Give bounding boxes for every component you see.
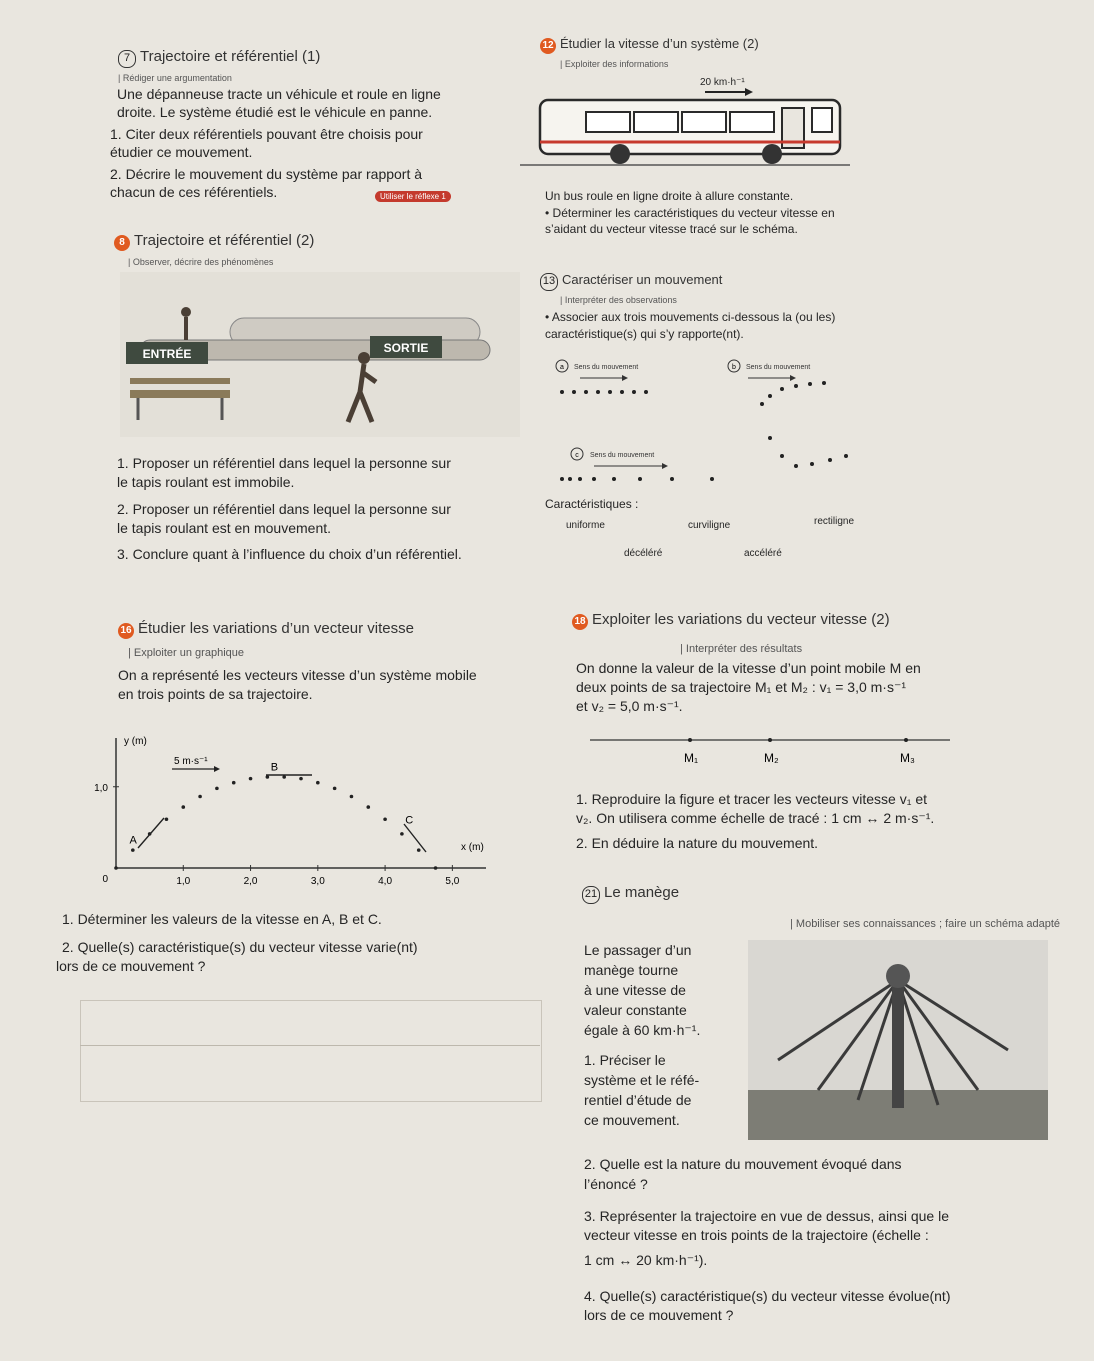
- motion-b-extra-dots: [768, 436, 848, 468]
- ex8-q2-line1: 2. Proposer un référentiel dans lequel la personne sur: [117, 501, 451, 517]
- ex21-line: rentiel d’étude de: [584, 1092, 692, 1108]
- char-decelere: décéléré: [624, 548, 663, 559]
- ex7-number: 7: [118, 50, 136, 68]
- ex13-skill: | Interpréter des observations: [560, 295, 677, 305]
- sign-entry-text: ENTRÉE: [142, 347, 192, 361]
- motion-diagrams: [550, 356, 870, 486]
- ex16-text-1: On a représenté les vecteurs vitesse d’un système mobile: [118, 667, 477, 683]
- ex12-task-1: • Déterminer les caractéristiques du vecteur vitesse en: [545, 206, 835, 220]
- ex21-q4-line2: lors de ce mouvement ?: [584, 1307, 734, 1323]
- scale-arrowhead: [214, 766, 220, 772]
- motion-a-dots: [560, 390, 648, 394]
- motion-c-arrowhead: [662, 463, 668, 469]
- ex7-title-text: Trajectoire et référentiel (1): [140, 48, 321, 65]
- ex16-title: [118, 620, 414, 639]
- y-tick-label: 1,0: [94, 782, 108, 794]
- ex18-q1-line2: v₂. On utilisera comme échelle de tracé : 1 cm ↔ 2 m·s⁻¹.: [576, 810, 935, 826]
- motion-c-dots: [560, 477, 714, 481]
- trajectory-point: [215, 787, 219, 791]
- trajectory-point: [131, 848, 135, 852]
- ex8-skill: | Observer, décrire des phénomènes: [128, 257, 274, 267]
- ex8-q2-line2: le tapis roulant est en mouvement.: [117, 520, 332, 536]
- trajectory-point: [299, 777, 303, 781]
- sign-exit-text: SORTIE: [383, 341, 429, 355]
- ex16-q1: 1. Déterminer les valeurs de la vitesse en A, B et C.: [62, 911, 382, 927]
- ex21-q3-line2: vecteur vitesse en trois points de la trajectoire (échelle :: [584, 1227, 929, 1243]
- ex21-q3-line3: 1 cm ↔ 20 km·h⁻¹).: [584, 1252, 708, 1268]
- ex8-q1-line2: le tapis roulant est immobile.: [117, 474, 295, 490]
- trajectory-point: [333, 787, 337, 791]
- answer-line: [80, 1045, 540, 1046]
- trajectory-point: [366, 805, 370, 809]
- y-axis-label: y (m): [124, 736, 147, 747]
- label-m2: M₂: [764, 751, 779, 765]
- bus-wheel: [762, 144, 782, 164]
- x-tick-label: 4,0: [378, 876, 393, 887]
- carousel-mast: [892, 968, 904, 1108]
- ex18-text-1: On donne la valeur de la vitesse d’un point mobile M en: [576, 660, 921, 676]
- ex16-q2-line2: lors de ce mouvement ?: [56, 958, 206, 974]
- ex21-q2-line1: 2. Quelle est la nature du mouvement évoqué dans: [584, 1156, 902, 1172]
- characteristics-title: Caractéristiques :: [545, 497, 639, 511]
- ex18-skill: | Interpréter des résultats: [680, 643, 803, 655]
- ex18-q1-line1: 1. Reproduire la figure et tracer les vecteurs vitesse v₁ et: [576, 791, 927, 807]
- ex7-skill: | Rédiger une argumentation: [118, 73, 232, 83]
- motion-a-label: a: [560, 364, 564, 371]
- ex21-q3-line1: 3. Représenter la trajectoire en vue de dessus, ainsi que le: [584, 1208, 949, 1224]
- point-m1: [688, 738, 692, 742]
- ex21-line: 1. Préciser le: [584, 1052, 666, 1068]
- ex12-caption: Un bus roule en ligne droite à allure constante.: [545, 189, 794, 203]
- point-label-b: B: [270, 761, 279, 774]
- vector-at-C: [404, 824, 426, 852]
- walking-person-head: [358, 352, 370, 364]
- bus-wheel: [610, 144, 630, 164]
- ex7-text-1: Une dépanneuse tracte un véhicule et roule en ligne: [117, 86, 441, 102]
- trajectory-point: [249, 777, 253, 781]
- bus-speed-label: 20 km·h⁻¹: [700, 77, 745, 88]
- motion-a-caption: Sens du mouvement: [574, 364, 639, 371]
- bus-window: [730, 112, 774, 132]
- ex18-number: 18: [572, 614, 588, 630]
- ex16-number: 16: [118, 623, 134, 639]
- ex21-title: [582, 884, 679, 904]
- person-on-walkway-head: [181, 307, 191, 317]
- trajectory-line-figure: [590, 736, 950, 776]
- ex18-text-3: et v₂ = 5,0 m·s⁻¹.: [576, 698, 683, 714]
- ex13-title: [540, 272, 722, 291]
- ex18-text-2: deux points de sa trajectoire M₁ et M₂ : v₁ = 3,0 m·s⁻¹: [576, 679, 907, 695]
- trajectory-point: [165, 817, 169, 821]
- ex16-skill: | Exploiter un graphique: [128, 647, 244, 659]
- ex8-title: [114, 232, 314, 251]
- x-tick-label: 1,0: [176, 876, 191, 887]
- bus-window: [586, 112, 630, 132]
- ex21-line: valeur constante: [584, 1002, 687, 1018]
- bus-illustration: [520, 86, 850, 172]
- ex21-line: manège tourne: [584, 962, 679, 978]
- ex21-skill: | Mobiliser ses connaissances ; faire un schéma adapté: [790, 918, 1061, 930]
- motion-b-arrowhead: [790, 375, 796, 381]
- point-m2: [768, 738, 772, 742]
- ex21-q2-line2: l’énoncé ?: [584, 1176, 648, 1192]
- point-label-c: C: [405, 814, 414, 827]
- trajectory-point: [383, 817, 387, 821]
- label-m3: M₃: [900, 751, 915, 765]
- ex16-q2-line1: 2. Quelle(s) caractéristique(s) du vecteur vitesse varie(nt): [62, 939, 418, 955]
- motion-c-caption: Sens du mouvement: [590, 452, 655, 459]
- ex8-q1-line1: 1. Proposer un référentiel dans lequel la personne sur: [117, 455, 451, 471]
- trajectory-point: [434, 866, 438, 870]
- bus-velocity-arrowhead: [745, 88, 753, 96]
- motion-b-dots: [760, 381, 826, 406]
- ex7-q2-line2: chacun de ces référentiels.: [110, 184, 278, 200]
- motion-b-caption: Sens du mouvement: [746, 364, 811, 371]
- carousel-hub: [886, 964, 910, 988]
- ex7-title: [118, 48, 320, 68]
- bench-back: [130, 378, 230, 384]
- motion-b-label: b: [732, 364, 736, 371]
- ex21-line: système et le réfé-: [584, 1072, 700, 1088]
- point-label-a: A: [129, 834, 137, 847]
- trajectory-point: [282, 775, 286, 779]
- trajectory-point: [232, 781, 236, 785]
- ex13-task-2: caractéristique(s) qui s’y rapporte(nt).: [545, 327, 744, 341]
- bus-window-front: [812, 108, 832, 132]
- bench-seat: [130, 390, 230, 398]
- point-m3: [904, 738, 908, 742]
- trajectory-point: [316, 781, 320, 785]
- ex7-q1-line2: étudier ce mouvement.: [110, 144, 253, 160]
- ex18-title: [572, 611, 890, 630]
- ex21-line: égale à 60 km·h⁻¹.: [584, 1022, 701, 1038]
- x-tick-label: 3,0: [310, 876, 325, 887]
- ex7-q1-line1: 1. Citer deux référentiels pouvant être choisis pour: [110, 126, 423, 142]
- trajectory-point: [400, 832, 404, 836]
- char-accelere: accéléré: [744, 548, 782, 559]
- ex12-title-text: Étudier la vitesse d’un système (2): [560, 36, 759, 51]
- bus-window: [682, 112, 726, 132]
- ex21-line: à une vitesse de: [584, 982, 686, 998]
- ex7-q2-line1: 2. Décrire le mouvement du système par rapport à: [110, 166, 423, 182]
- ex18-title-text: Exploiter les variations du vecteur vitesse (2): [592, 611, 890, 628]
- ex21-q4-line1: 4. Quelle(s) caractéristique(s) du vecteur vitesse évolue(nt): [584, 1288, 951, 1304]
- ex8-title-text: Trajectoire et référentiel (2): [134, 232, 315, 249]
- char-rectiligne: rectiligne: [814, 516, 855, 527]
- ex8-number: 8: [114, 235, 130, 251]
- ex18-q2: 2. En déduire la nature du mouvement.: [576, 835, 819, 851]
- ex13-title-text: Caractériser un mouvement: [562, 272, 723, 287]
- motion-c-label: c: [575, 452, 579, 459]
- answer-area: [80, 1000, 542, 1102]
- trajectory-point: [114, 866, 118, 870]
- trajectory-point: [350, 795, 354, 799]
- ex21-title-text: Le manège: [604, 884, 680, 901]
- ex16-title-text: Étudier les variations d’un vecteur vitesse: [138, 620, 414, 637]
- vector-at-A: [138, 818, 164, 848]
- ex12-skill: | Exploiter des informations: [560, 59, 669, 69]
- walkway-illustration: [120, 272, 520, 437]
- ex7-text-2: droite. Le système étudié est le véhicule en panne.: [117, 104, 433, 120]
- ex13-task-1: • Associer aux trois mouvements ci-dessous la (ou les): [545, 310, 836, 324]
- ex12-title: [540, 36, 759, 54]
- ex21-line: Le passager d’un: [584, 942, 692, 958]
- x-tick-label: 5,0: [445, 876, 460, 887]
- trajectory-chart: [86, 728, 506, 898]
- motion-a-arrowhead: [622, 375, 628, 381]
- x-tick-label: 2,0: [243, 876, 258, 887]
- scale-label: 5 m·s⁻¹: [174, 756, 208, 767]
- trajectory-point: [417, 848, 421, 852]
- ex8-q3: 3. Conclure quant à l’influence du choix d’un référentiel.: [117, 546, 462, 562]
- ex7-reflex-badge: Utiliser le réflexe 1: [375, 191, 451, 202]
- ex13-number: 13: [540, 273, 558, 291]
- y-tick-label: 0: [102, 874, 108, 885]
- x-axis-label: x (m): [461, 842, 484, 853]
- ex12-number: 12: [540, 38, 556, 54]
- label-m1: M₁: [684, 751, 699, 765]
- ex16-text-2: en trois points de sa trajectoire.: [118, 686, 313, 702]
- ex12-task-2: s’aidant du vecteur vitesse tracé sur le schéma.: [545, 222, 798, 236]
- bus-window: [634, 112, 678, 132]
- ex21-line: ce mouvement.: [584, 1112, 680, 1128]
- trajectory-point: [181, 805, 185, 809]
- char-curviligne: curviligne: [688, 520, 731, 531]
- trajectory-point: [266, 775, 270, 779]
- ex21-number: 21: [582, 886, 600, 904]
- carousel-photo: [748, 940, 1048, 1140]
- trajectory-point: [198, 795, 202, 799]
- char-uniforme: uniforme: [566, 520, 605, 531]
